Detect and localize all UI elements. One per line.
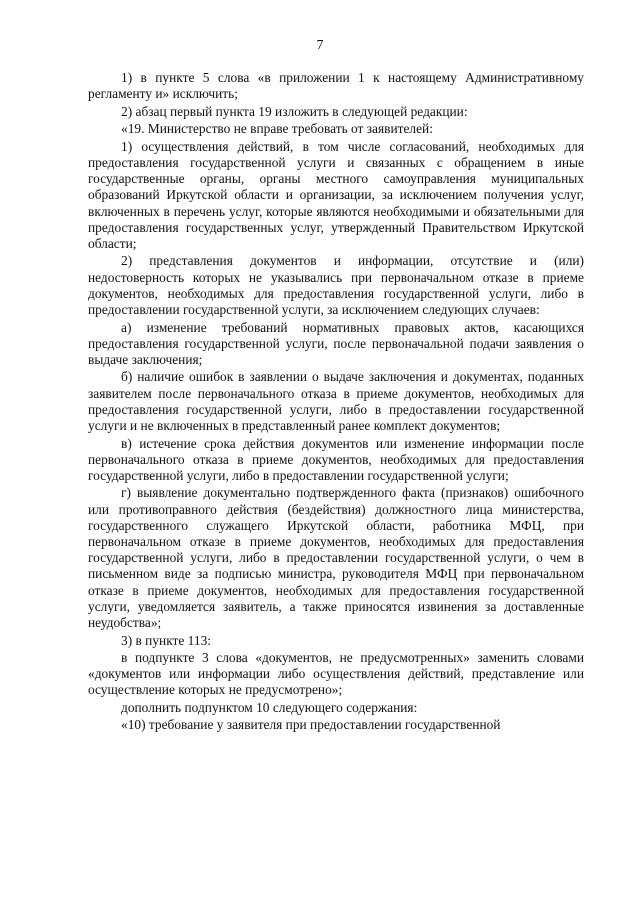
paragraph-amend-item-2: 2) абзац первый пункта 19 изложить в следующей редакции: [121,103,468,119]
paragraph-clause-19-intro: «19. Министерство не вправе требовать от заявителей: [121,121,433,137]
paragraph-amend-item-1: 1) в пункте 5 слова «в приложении 1 к настоящему Административному регламенту и» исключить; [88,70,584,102]
paragraph-add-subclause-10: дополнить подпунктом 10 следующего содержания: [121,699,418,715]
paragraph-subitem-a: а) изменение требований нормативных правовых актов, касающихся предоставления государственной услуги, после первоначальной подачи заявления о выдаче заключения; [88,319,584,367]
paragraph-amend-item-3: 3) в пункте 113: [121,632,211,648]
paragraph-clause-19-item-2: 2) представления документов и информации, отсутствие и (или) недостоверность которых не указывались при первоначальном отказе в приеме документов, необходимых для предоставления государственной услуги, либо в предоставлении государственной услуги, за исключением следующих случаев: [88,253,584,318]
paragraph-subitem-b: б) наличие ошибок в заявлении о выдаче заключения и документах, поданных заявителем после первоначального отказа в приеме документов, необходимых для предоставления государственной услуги, либо в предоставлении государственной услуги и не включенных в представленный ранее комплект документов; [88,369,584,434]
paragraph-clause-19-item-1: 1) осуществления действий, в том числе согласований, необходимых для предоставления государственной услуги и связанных с обращением в иные государственные органы, органы местного самоуправления муниципальных образований Иркутской области и организации, за исключением получения услуг, включенных в перечень услуг, которые являются необходимыми и обязательными для предоставления государственных услуг, утвержденный Правительством Иркутской области; [88,138,584,251]
paragraph-subitem-v: в) истечение срока действия документов или изменение информации после первоначального отказа в приеме документов, необходимых для предоставления государственной услуги, либо в предоставлении государственной услуги; [88,435,584,483]
page-number: 7 [316,38,324,53]
document-body [88,70,584,737]
paragraph-subclause-3-replace: в подпункте 3 слова «документов, не предусмотренных» заменить словами «документов или информации либо осуществления действий, представление или осуществление которых не предусмотрено»; [88,650,584,698]
paragraph-subclause-10-start: «10) требование у заявителя при предоставлении государственной [121,717,501,733]
paragraph-subitem-g: г) выявление документально подтвержденного факта (признаков) ошибочного или противоправного действия (бездействия) должностного лица министерства, государственного служащего Иркутской области, работника МФЦ, при первоначальном отказе в приеме документов, необходимых для предоставления государственной услуги, либо в предоставлении государственной услуги, о чем в письменном виде за подписью министра, руководителя МФЦ при первоначальном отказе в приеме документов, необходимых для предоставления государственной услуги, уведомляется заявитель, а также приносятся извинения за доставленные неудобства»; [88,485,584,631]
